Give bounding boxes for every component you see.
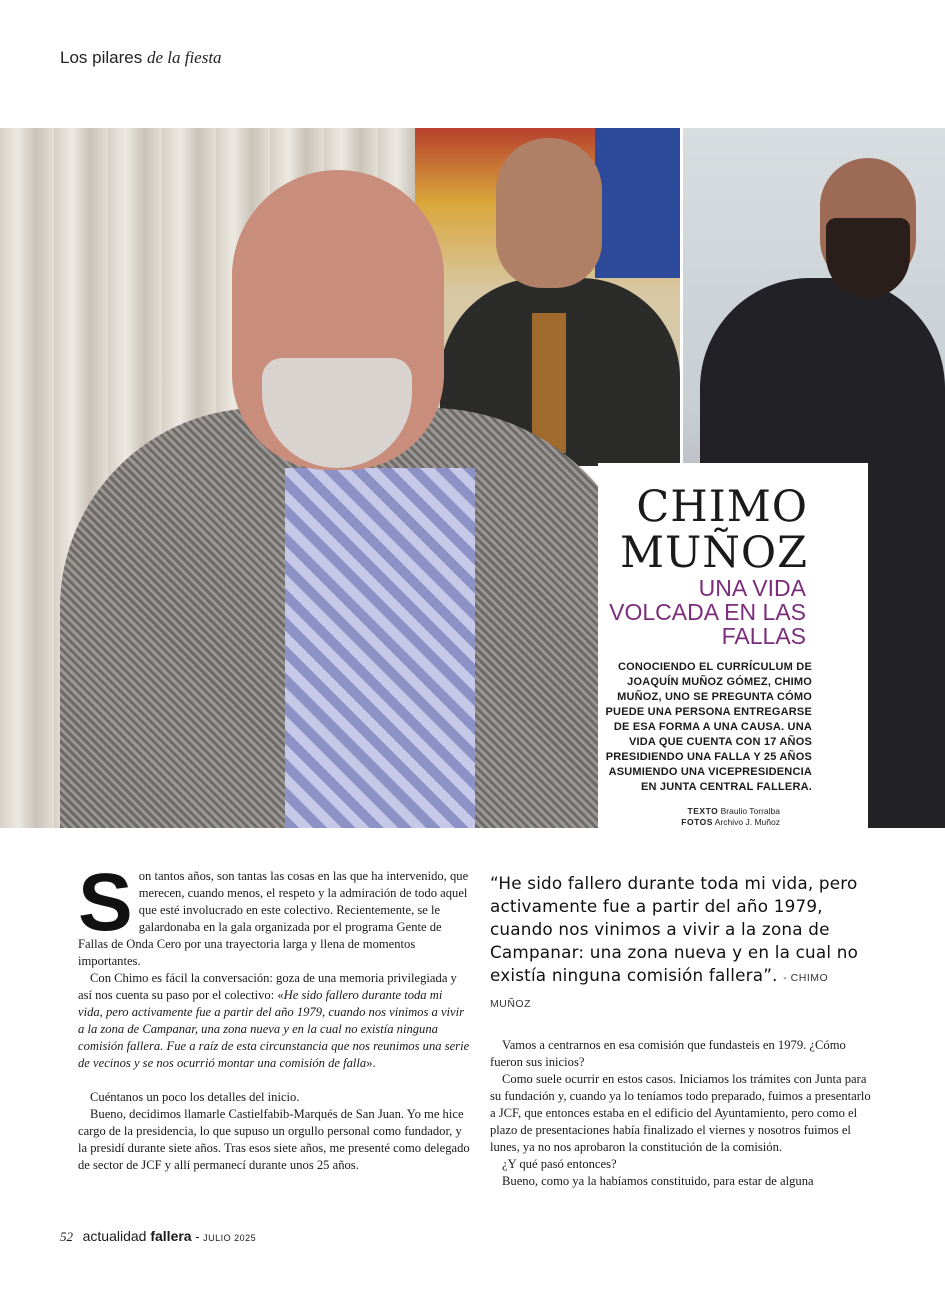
vintage-beard xyxy=(826,218,910,298)
paragraph: on tantos años, son tantas las cosas en las que ha intervenido, que merecen, cuando menos, el respeto y la admiración de todo aquel que esté involucrado en este colectivo. Recientemente, se le galardonaba en la gala organizada por el programa Gente de Fallas de Onda Cero por una trayectoria larga y llena de momentos importantes. xyxy=(78,869,469,968)
credit-photo-label: FOTOS xyxy=(681,817,713,827)
interview-question: Vamos a centrarnos en esa comisión que fundasteis en 1979. ¿Cómo fueron sus inicios? xyxy=(490,1038,846,1069)
section-header-italic: de la fiesta xyxy=(146,48,222,67)
page-number: 52 xyxy=(60,1229,73,1244)
paragraph xyxy=(78,970,470,1072)
article-intro: CONOCIENDO EL CURRÍCULUM DE JOAQUÍN MUÑOZ GÓMEZ, CHIMO MUÑOZ, UNO SE PREGUNTA CÓMO PUEDE UNA PERSONA ENTREGARSE DE ESA FORMA A UNA CAUSA. UNA VIDA QUE CUENTA CON 17 AÑOS PRESIDIENDO UNA FALLA Y 25 AÑOS ASUMIENDO UNA VICEPRESIDENCIA EN JUNTA CENTRAL FALLERA. xyxy=(605,661,812,793)
footer-separator: - xyxy=(191,1229,204,1244)
article-subtitle: UNA VIDA VOLCADA EN LAS FALLAS xyxy=(609,575,806,649)
credit-text-label: TEXTO xyxy=(687,806,719,816)
drop-cap: S xyxy=(78,857,133,948)
pull-quote-text: “He sido fallero durante toda mi vida, pero activamente fue a partir del año 1979, cuando nos vinimos a vivir a la zona de Campanar: una zona nueva y en la cual no existía ninguna comisión fallera”. xyxy=(490,873,859,985)
main-vest xyxy=(285,468,475,828)
magazine-name xyxy=(83,1228,192,1244)
interview-question: Cuéntanos un poco los detalles del inicio. xyxy=(90,1090,300,1104)
credit-text-author: Braulio Torralba xyxy=(720,806,780,816)
paragraph-quote: He sido fallero durante toda mi vida, pero activamente fue a partir del año 1979, cuando nos vinimos a vivir a la zona de Campanar, una zona nueva y en la cual no existía ninguna comisión fallera. Fue a raíz de esta circunstancia que nos reunimos una serie de vecinos y se nos ocurrió montar una comisión de falla xyxy=(78,988,470,1070)
credit-photo-author: Archivo J. Muñoz xyxy=(714,817,780,827)
paragraph: Como suele ocurrir en estos casos. Iniciamos los trámites con Junta para su fundación y, cuando ya lo teníamos todo preparado, fuimos a presentarlo a JCF, que entonces estaba en el edificio del Ayuntamiento, pero como el plazo de presentaciones había finalizado el viernes y nosotros fuimos el lunes, ya no nos aprobaron la constitución de la comisión. xyxy=(490,1072,871,1154)
paragraph-end: ». xyxy=(366,1056,376,1070)
paragraph-lead: Con Chimo es fácil la conversación: goza de una memoria privilegiada y así nos cuenta su paso por el colectivo: « xyxy=(78,971,457,1002)
magazine-name-light: actualidad xyxy=(82,1228,147,1244)
pull-quote xyxy=(490,872,865,1016)
issue-date: JULIO 2025 xyxy=(203,1233,257,1243)
section-header-plain: Los pilares xyxy=(60,48,143,67)
pull-quote-author: - CHIMO MUÑOZ xyxy=(490,972,829,1010)
interview-question: ¿Y qué pasó entonces? xyxy=(502,1157,617,1171)
article-title-last: MUÑOZ xyxy=(619,528,808,578)
page-footer xyxy=(60,1228,256,1245)
magazine-name-bold: fallera xyxy=(150,1228,192,1244)
section-header xyxy=(60,48,222,68)
body-column-right xyxy=(490,1037,872,1190)
photo-main-portrait xyxy=(0,128,700,828)
body-column-left xyxy=(78,857,470,1174)
article-credits xyxy=(598,806,780,828)
paragraph: Bueno, como ya la habíamos constituido, para estar de alguna xyxy=(502,1174,814,1188)
article-title-first: CHIMO xyxy=(636,482,808,532)
paragraph: Bueno, decidimos llamarle Castielfabib-Marqués de San Juan. Yo me hice cargo de la presidencia, lo que supuso un orgullo personal como fundador, y la presidí durante siete años. Tras esos siete años, me presenté como delegado de sector de JCF y allí permanecí durante unos 25 años. xyxy=(78,1107,470,1172)
